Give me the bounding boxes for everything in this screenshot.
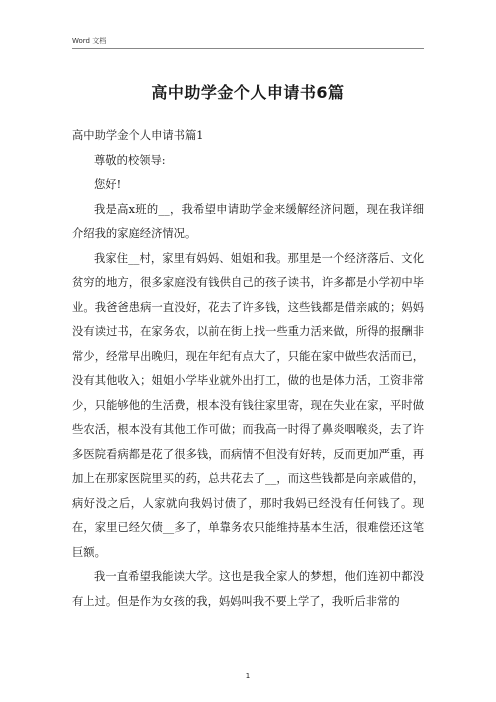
document-header-label: Word 文档 [72, 37, 107, 45]
body-paragraph: 我一直希望我能读大学。这也是我全家人的梦想，他们连初中都没有上过。但是作为女孩的我，妈妈叫我不要上学了，我听后非常的 [72, 570, 424, 608]
body-paragraph: 我是高x班的__，我希望申请助学金来缓解经济问题，现在我详细介绍我的家庭经济情况。 [72, 202, 424, 240]
header-divider [72, 48, 424, 49]
section-subtitle: 高中助学金个人申请书篇1 [72, 129, 204, 142]
document-body [72, 124, 424, 614]
body-paragraph: 我家住__村，家里有妈妈、姐姐和我。那里是一个经济落后、文化贫穷的地方，很多家庭没有钱供自己的孩子读书，许多都是小学初中毕业。我爸爸患病一直没好，花去了许多钱，这些钱都是借亲戚的；妈妈没有读过书，在家务农，以前在街上找一些重力活来做，所得的报酬非常少，经常早出晚归，现在年纪有点大了，只能在家中做些农活而已，没有其他收入；姐姐小学毕业就外出打工，做的也是体力活，工资非常少，只能够他的生活费，根本没有钱往家里寄，现在失业在家，平时做些农活，根本没有其他工作可做；而我高一时得了鼻炎咽喉炎，去了许多医院看病都是花了很多钱，而病情不但没有好转，反而更加严重，再加上在那家医院里买的药，总共花去了__，而这些钱都是向亲戚借的，病好没之后，人家就向我妈讨债了，那时我妈已经没有任何钱了。现在，家里已经欠债__多了，单靠务农只能维持基本生活，很难偿还这笔巨额。 [72, 251, 424, 559]
greeting: 您好! [94, 178, 122, 191]
document-title: 高中助学金个人申请书6篇 [151, 83, 345, 102]
salutation: 尊敬的校领导: [94, 153, 166, 167]
page-number: 1 [245, 672, 251, 680]
